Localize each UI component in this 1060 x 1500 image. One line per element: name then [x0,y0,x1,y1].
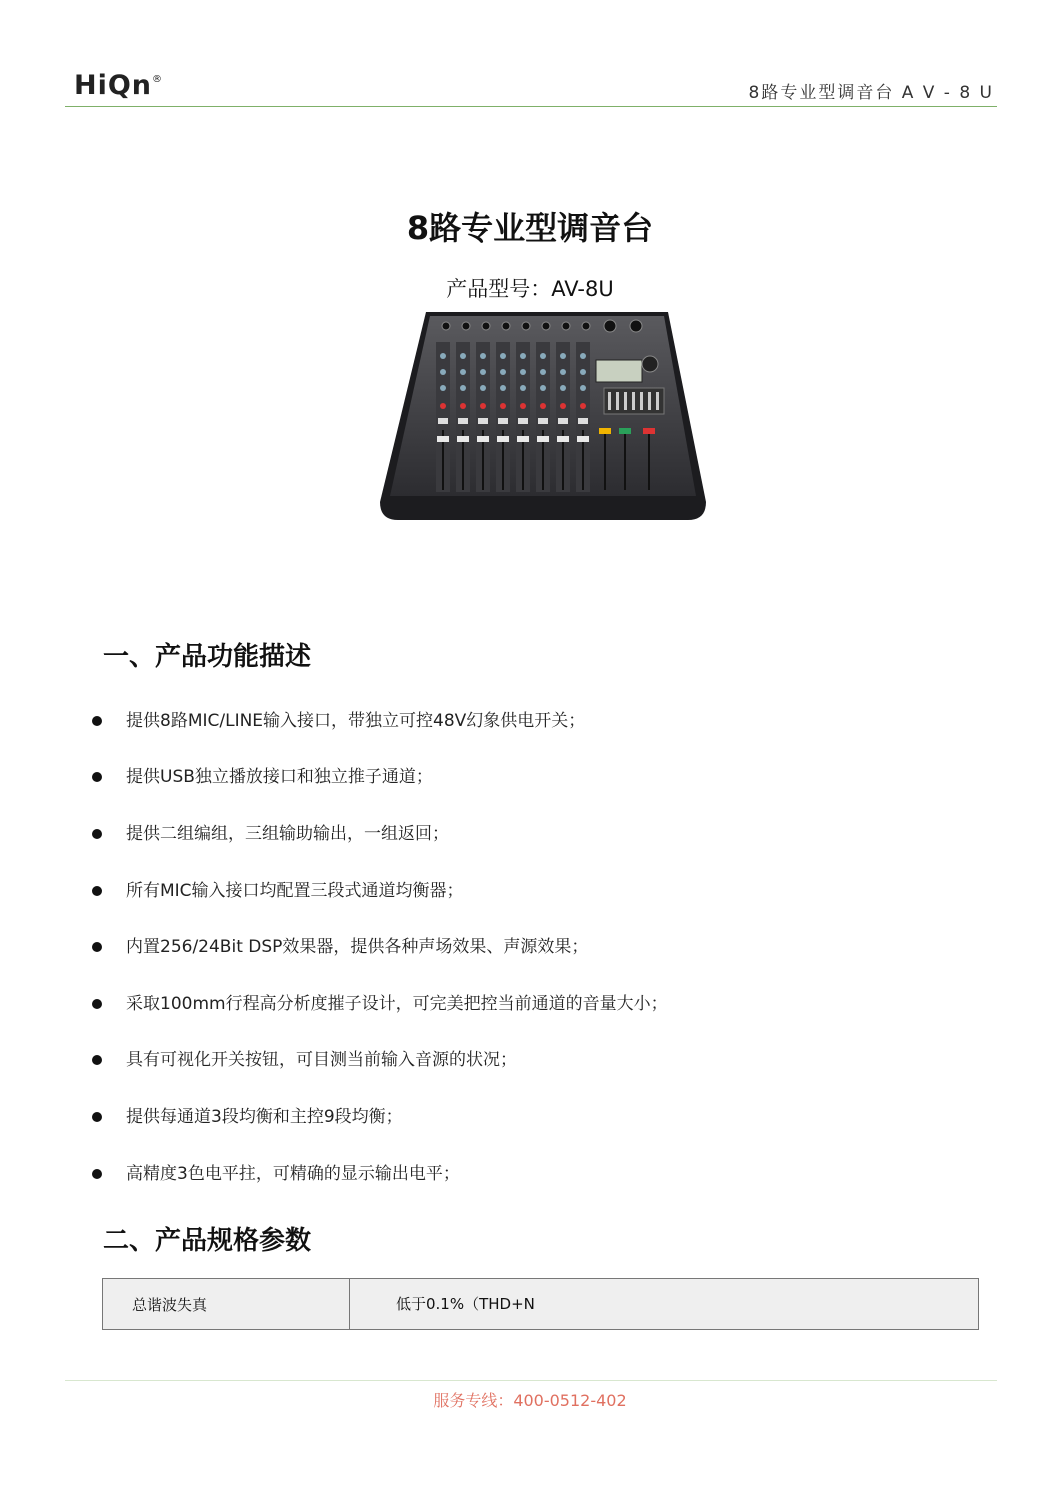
bullet-icon [92,1112,102,1122]
bullet-icon [92,772,102,782]
section-heading-features: 一、产品功能描述 [103,642,312,672]
header-title: 8路专业型调音台 A V - 8 U [748,83,994,103]
header-divider [65,106,997,107]
bullet-icon [92,829,102,839]
spec-label: 总谐波失真 [103,1279,350,1329]
audio-mixer-photo [378,306,708,526]
section-heading-specs: 二、产品规格参数 [103,1226,312,1256]
bullet-icon [92,942,102,952]
service-hotline: 服务专线：400-0512-402 [433,1391,627,1410]
spec-value: 低于0.1%（THD+N [396,1295,535,1313]
spec-table-row [102,1278,979,1330]
bullet-icon [92,886,102,896]
bullet-icon [92,1169,102,1179]
product-model: 产品型号：AV-8U [446,277,614,301]
document-title: 8路专业型调音台 [406,209,654,247]
bullet-icon [92,716,102,726]
logo-text: HiQn [74,70,153,101]
brand-logo [74,70,163,101]
registered-mark: ® [152,74,164,85]
footer-divider [65,1380,997,1381]
bullet-icon [92,1055,102,1065]
bullet-icon [92,999,102,1009]
